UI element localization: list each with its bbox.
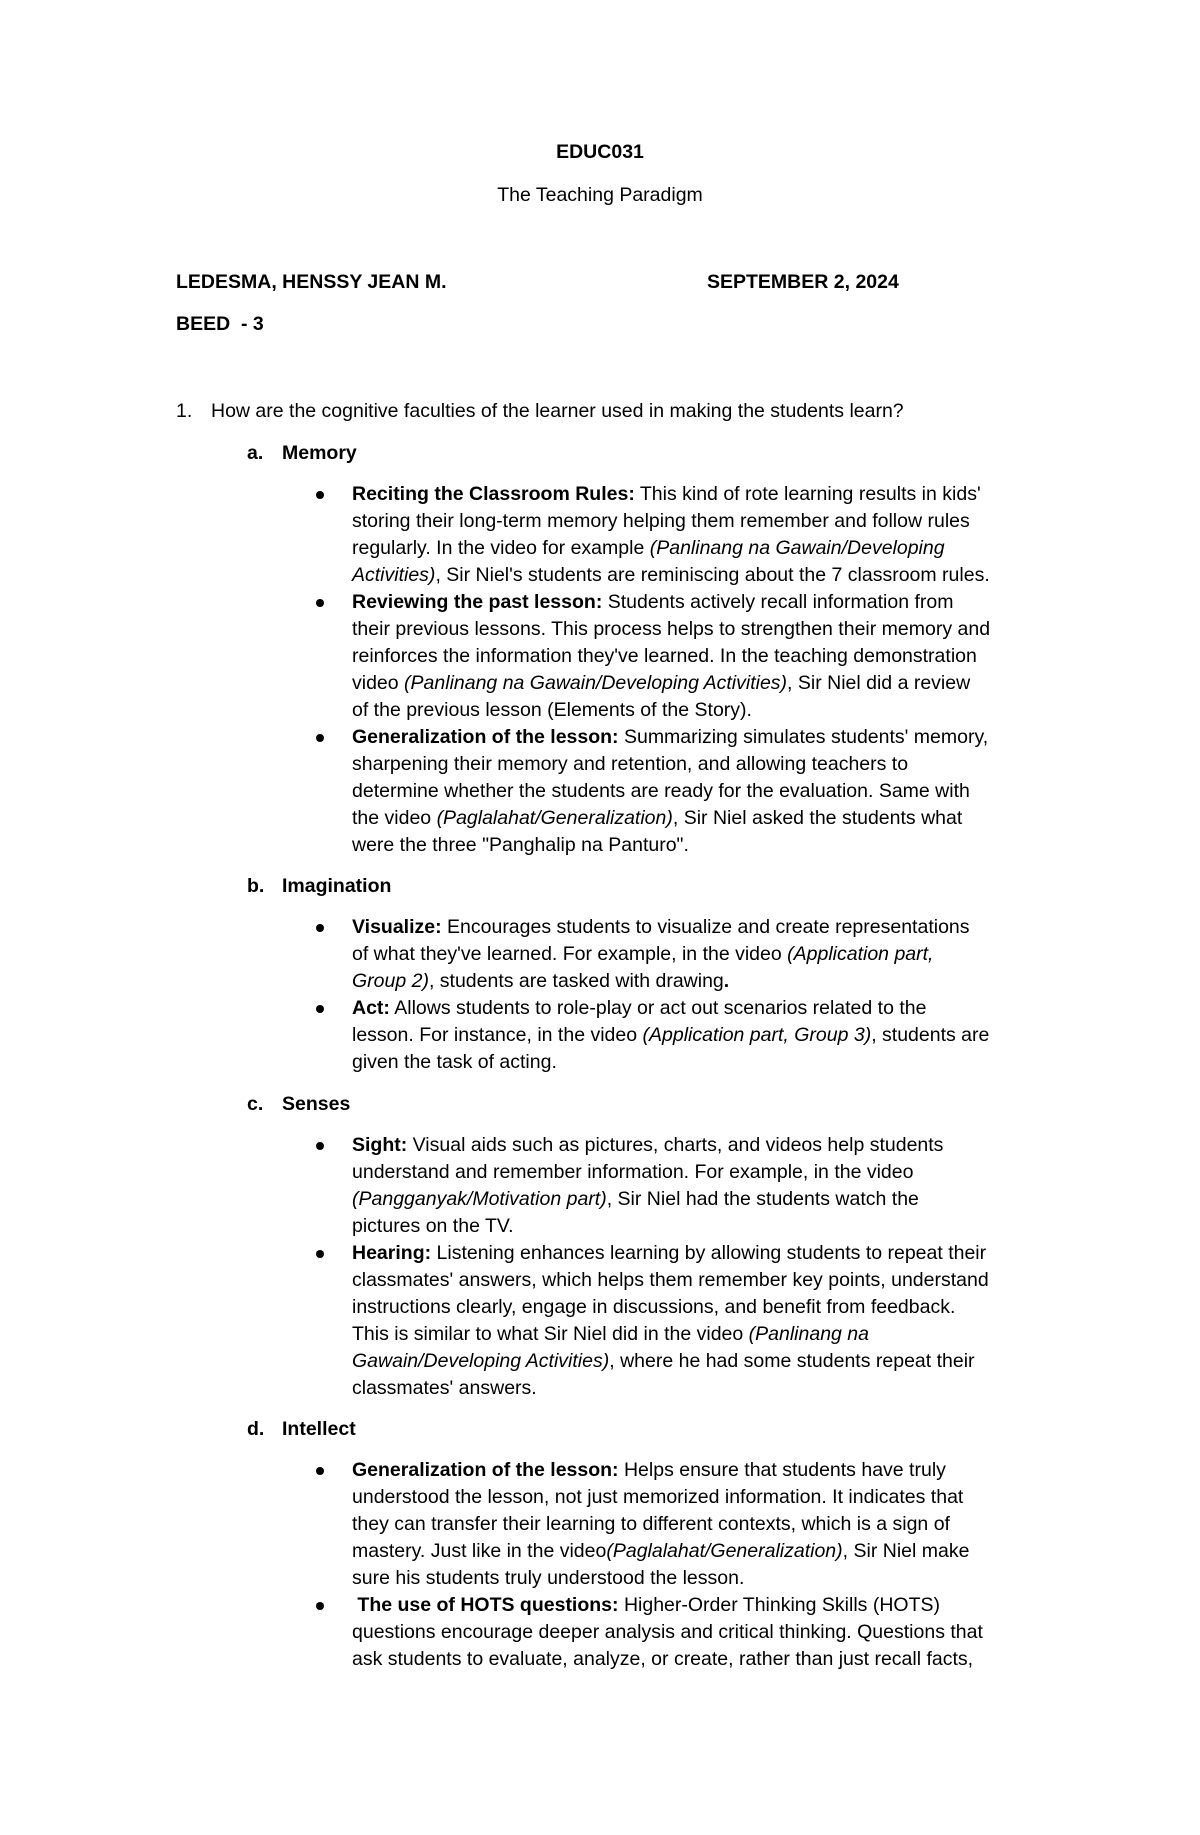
bullet-icon [316,734,324,742]
item-reference: Group 2) [352,970,429,992]
list-item [352,481,1072,589]
item-text: Higher-Order Thinking Skills (HOTS) [618,1594,940,1616]
item-text: ask students to evaluate, analyze, or create, rather than just recall facts, [352,1648,974,1670]
item-reference: (Panlinang na Gawain/Developing [649,537,945,559]
section-letter-imagination: b. [247,875,265,897]
item-text: were the three "Panghalip na Panturo". [352,834,689,856]
bullet-icon [316,1467,324,1475]
section-title-intellect: Intellect [282,1418,356,1440]
bullet-icon [316,1250,324,1258]
item-label: Generalization of the lesson: [352,726,619,748]
item-text: of what they've learned. For example, in the video [352,943,788,965]
section-letter-senses: c. [247,1093,264,1115]
list-item [352,1457,1072,1592]
item-reference: (Pangganyak/Motivation part) [352,1188,607,1210]
list-item [352,1132,1072,1240]
item-text: Visual aids such as pictures, charts, and videos help students [407,1134,944,1156]
item-text: , students are [871,1024,990,1046]
question-number: 1. [176,400,193,422]
item-text: . [723,970,730,992]
course-code: EDUC031 [556,141,644,163]
item-text: they can transfer their learning to different contexts, which is a sign of [352,1513,950,1535]
item-text: of the previous lesson (Elements of the Story). [352,699,752,721]
section-title-imagination: Imagination [282,875,392,897]
item-text: This is similar to what Sir Niel did in the video [352,1323,749,1345]
item-text: storing their long-term memory helping them remember and follow rules [352,510,970,532]
item-text: This kind of rote learning results in kids' [634,483,981,505]
item-text: , Sir Niel asked the students what [672,807,963,829]
item-label: Visualize: [352,916,442,938]
item-label: Act: [352,997,390,1019]
item-text: understood the lesson, not just memorized information. It indicates that [352,1486,964,1508]
item-text: sure his students truly understood the lesson. [352,1567,745,1589]
bullet-icon [316,1005,324,1013]
item-text: Students actively recall information from [602,591,954,613]
bullet-icon [316,599,324,607]
item-reference: Gawain/Developing Activities) [352,1350,610,1372]
item-text: video [352,672,405,694]
item-text: Helps ensure that students have truly [618,1459,946,1481]
item-text: reinforces the information they've learned. In the teaching demonstration [352,645,977,667]
list-item [352,589,1072,724]
bullet-icon [316,924,324,932]
item-label: Reviewing the past lesson: [352,591,603,613]
item-reference: Activities) [352,564,436,586]
item-text: regularly. In the video for example [352,537,650,559]
item-text: classmates' answers, which helps them remember key points, understand [352,1269,989,1291]
item-text: understand and remember information. For example, in the video [352,1161,914,1183]
item-text: classmates' answers. [352,1377,537,1399]
item-reference: (Panlinang na Gawain/Developing Activities) [404,672,788,694]
submission-date: SEPTEMBER 2, 2024 [707,271,899,293]
item-reference: (Paglalahat/Generalization) [436,807,673,829]
list-item [352,1592,1072,1673]
item-label: Hearing: [352,1242,432,1264]
question-text: How are the cognitive faculties of the learner used in making the students learn? [211,400,904,422]
item-label: Reciting the Classroom Rules: [352,483,635,505]
item-text: sharpening their memory and retention, and allowing teachers to [352,753,909,775]
student-section: BEED - 3 [176,313,264,335]
item-label: Generalization of the lesson: [352,1459,619,1481]
bullet-icon [316,1142,324,1150]
item-text: pictures on the TV. [352,1215,514,1237]
item-text: questions encourage deeper analysis and critical thinking. Questions that [352,1621,983,1643]
item-text: instructions clearly, engage in discussions, and benefit from feedback. [352,1296,956,1318]
item-text: Encourages students to visualize and create representations [441,916,970,938]
item-label: The use of HOTS questions: [352,1594,619,1616]
item-reference: (Panlinang na [748,1323,869,1345]
item-text: , Sir Niel did a review [787,672,971,694]
item-text: the video [352,807,437,829]
item-reference: (Application part, Group 3) [642,1024,872,1046]
section-title-memory: Memory [282,442,357,464]
list-item [352,914,1072,995]
item-text: determine whether the students are ready for the evaluation. Same with [352,780,970,802]
item-text: , where he had some students repeat their [609,1350,975,1372]
item-text: , students are tasked with drawing [428,970,724,992]
item-text: Summarizing simulates students' memory, [618,726,989,748]
item-text: lesson. For instance, in the video [352,1024,643,1046]
item-label: Sight: [352,1134,408,1156]
item-text: mastery. Just like in the video [352,1540,607,1562]
item-reference: (Application part, [787,943,934,965]
item-reference: (Paglalahat/Generalization) [606,1540,843,1562]
item-text: , Sir Niel had the students watch the [606,1188,919,1210]
list-item [352,724,1072,859]
section-title-senses: Senses [282,1093,351,1115]
item-text: , Sir Niel make [842,1540,970,1562]
list-item [352,995,1072,1076]
item-text: Listening enhances learning by allowing students to repeat their [431,1242,987,1264]
item-text: Allows students to role-play or act out scenarios related to the [389,997,927,1019]
item-text: given the task of acting. [352,1051,557,1073]
item-text: , Sir Niel's students are reminiscing about the 7 classroom rules. [435,564,990,586]
student-name: LEDESMA, HENSSY JEAN M. [176,271,447,293]
bullet-icon [316,1602,324,1610]
item-text: their previous lessons. This process helps to strengthen their memory and [352,618,991,640]
section-letter-memory: a. [247,442,264,464]
course-title: The Teaching Paradigm [497,184,703,206]
list-item [352,1240,1072,1402]
bullet-icon [316,491,324,499]
section-letter-intellect: d. [247,1418,265,1440]
